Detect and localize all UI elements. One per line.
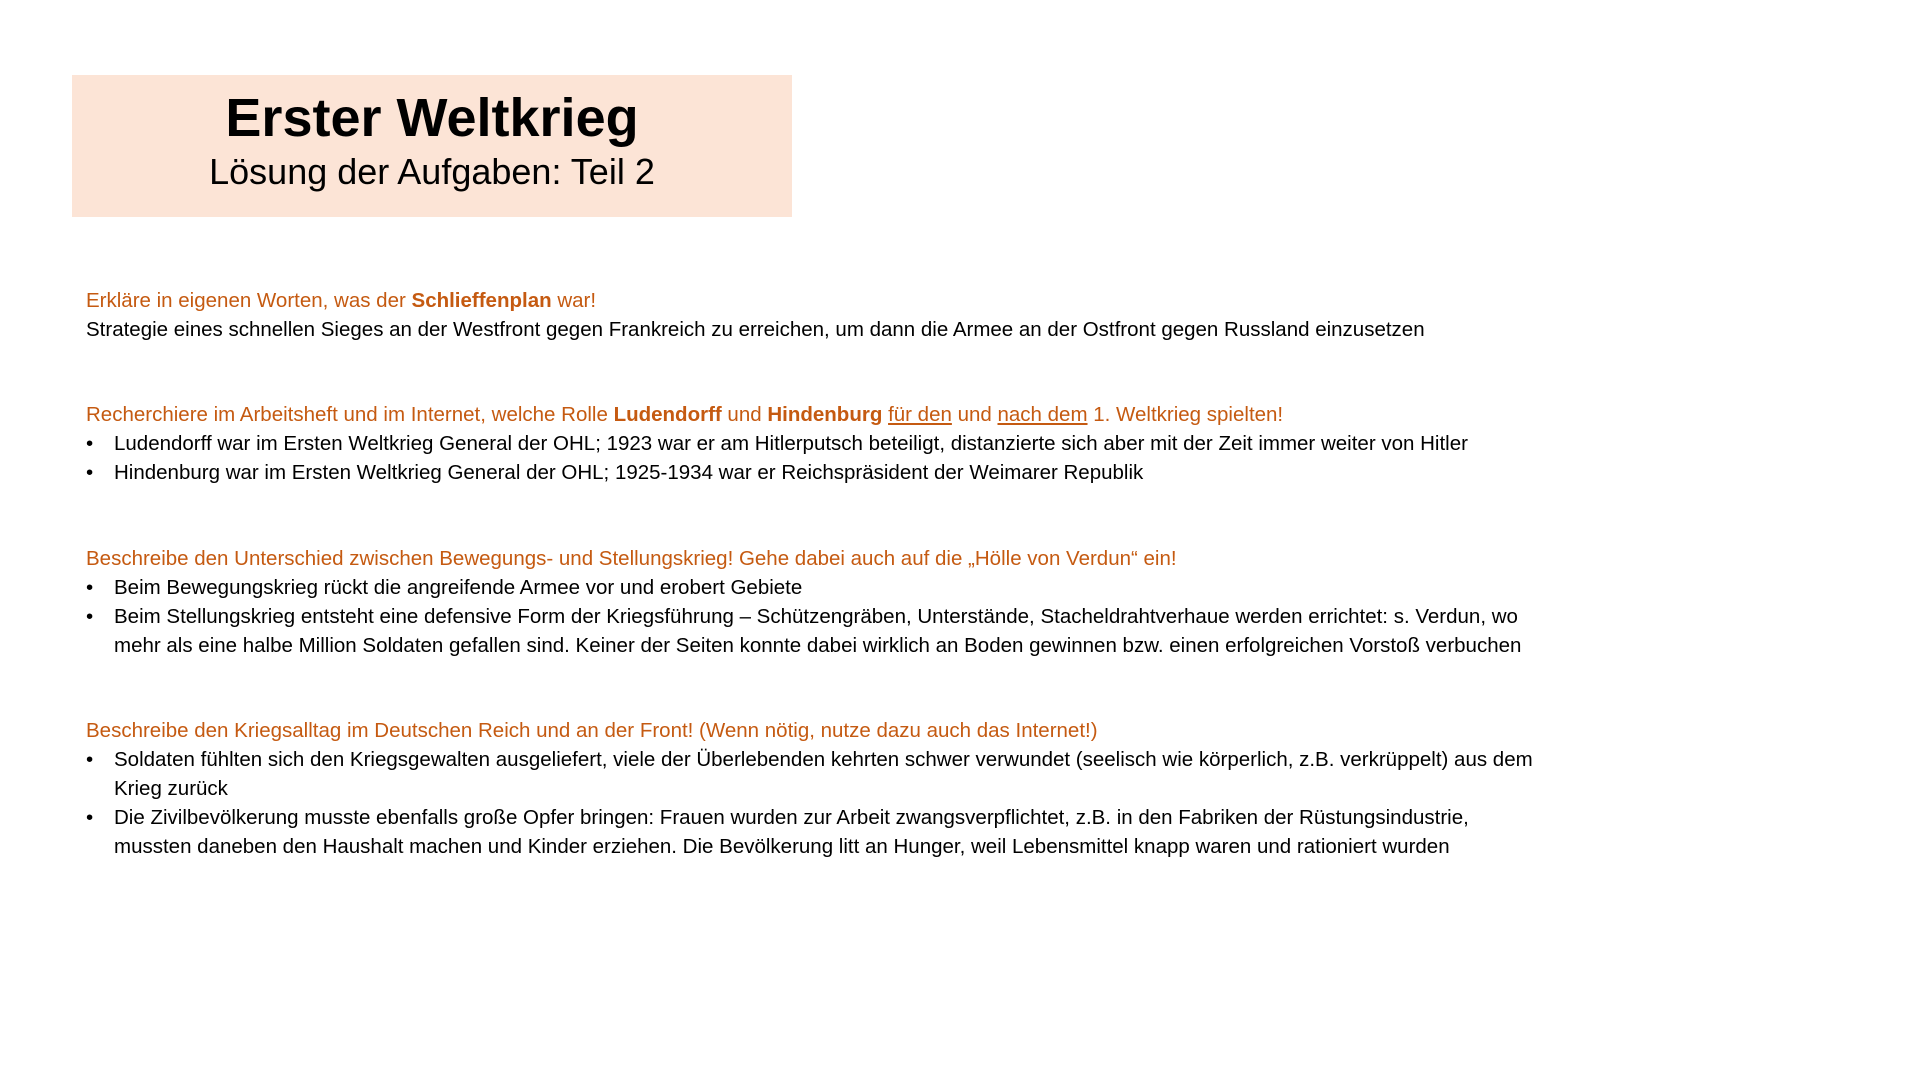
question-text: 1. Weltkrieg spielten! <box>1087 403 1284 426</box>
question-heading: Beschreibe den Unterschied zwischen Bewegungs- und Stellungskrieg! Gehe dabei auch auf die „Hölle von Verdun“ ein! <box>86 547 1177 570</box>
list-item-text: Ludendorff war im Ersten Weltkrieg General der OHL; 1923 war er am Hitlerputsch beteiligt, distanzierte sich aber mit der Zeit immer weiter von Hitler <box>114 432 1468 455</box>
section-schlieffenplan <box>86 286 1546 344</box>
list-item <box>86 429 1546 458</box>
section-kriegsalltag <box>86 716 1546 861</box>
bullet-icon: • <box>86 806 94 829</box>
list-item <box>86 573 1546 602</box>
answer-list <box>86 429 1546 487</box>
list-item-text: Soldaten fühlten sich den Kriegsgewalten ausgeliefert, viele der Überlebenden kehrten schwer verwundet (seelisch wie körperlich, z.B. verkrüppelt) aus dem Krieg zurück <box>114 748 1533 800</box>
list-item <box>86 458 1546 487</box>
list-item <box>86 602 1546 660</box>
question-heading <box>86 400 1546 429</box>
list-item-text: Hindenburg war im Ersten Weltkrieg General der OHL; 1925-1934 war er Reichspräsident der Weimarer Republik <box>114 461 1144 484</box>
bullet-icon: • <box>86 576 94 599</box>
page-title: Erster Weltkrieg <box>225 88 639 148</box>
bullet-icon: • <box>86 748 94 771</box>
question-text: Erkläre in eigenen Worten, was der <box>86 289 412 312</box>
question-underlined: für den <box>888 403 952 426</box>
bullet-icon: • <box>86 605 94 628</box>
question-text: und <box>951 403 998 426</box>
answer-text: Strategie eines schnellen Sieges an der Westfront gegen Frankreich zu erreichen, um dann die Armee an der Ostfront gegen Russland einzusetzen <box>86 318 1425 341</box>
bullet-icon: • <box>86 461 94 484</box>
list-item <box>86 745 1546 803</box>
question-underlined: nach dem <box>997 403 1088 426</box>
list-item-text: Die Zivilbevölkerung musste ebenfalls große Opfer bringen: Frauen wurden zur Arbeit zwangsverpflichtet, z.B. in den Fabriken der Rüstungsindustrie, mussten daneben den Haushalt machen und Kinder erziehen. Die Bevölkerung litt an Hunger, weil Lebensmittel knapp waren und rationiert wurden <box>114 806 1469 858</box>
section-bewegungs-stellungskrieg <box>86 544 1546 660</box>
list-item <box>86 803 1546 861</box>
question-text: war! <box>551 289 597 312</box>
question-heading: Beschreibe den Kriegsalltag im Deutschen Reich und an der Front! (Wenn nötig, nutze dazu auch das Internet!) <box>86 719 1098 742</box>
content <box>86 286 1546 919</box>
list-item-text: Beim Stellungskrieg entsteht eine defensive Form der Kriegsführung – Schützengräben, Unterstände, Stacheldrahtverhaue werden errichtet: s. Verdun, wo mehr als eine halbe Million Soldaten gefallen sind. Keiner der Seiten konnte dabei wirklich an Boden gewinnen bzw. einen erfolgreichen Vorstoß verbuchen <box>114 605 1522 657</box>
question-keyword: Schlieffenplan <box>411 289 552 312</box>
question-keyword: Hindenburg <box>767 403 883 426</box>
page-subtitle: Lösung der Aufgaben: Teil 2 <box>209 151 655 193</box>
question-text: Recherchiere im Arbeitsheft und im Internet, welche Rolle <box>86 403 614 426</box>
answer-list <box>86 573 1546 660</box>
bullet-icon: • <box>86 432 94 455</box>
answer-list <box>86 745 1546 861</box>
section-ludendorff-hindenburg <box>86 400 1546 487</box>
title-box <box>72 75 792 217</box>
list-item-text: Beim Bewegungskrieg rückt die angreifende Armee vor und erobert Gebiete <box>114 576 803 599</box>
question-heading <box>86 286 1546 315</box>
question-keyword: Ludendorff <box>613 403 722 426</box>
question-text: und <box>721 403 768 426</box>
